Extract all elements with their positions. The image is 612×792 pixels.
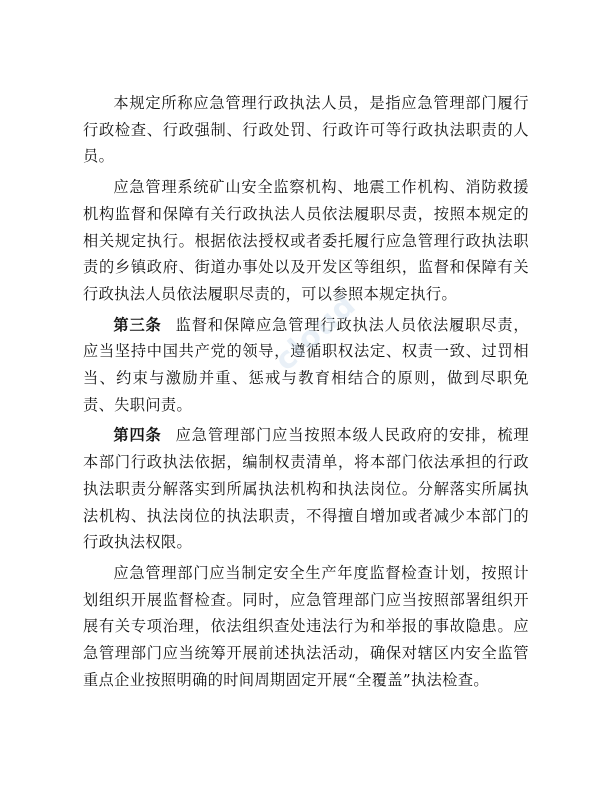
article-number: 第四条 bbox=[113, 426, 162, 445]
paragraph-text: 本规定所称应急管理行政执法人员，是指应急管理部门履行行政检查、行政强制、行政处罚、行政许可等行政执法职责的人员。 bbox=[83, 94, 529, 166]
article-4-paragraph bbox=[83, 422, 529, 556]
watermark-logo: cloud bbox=[268, 287, 364, 379]
paragraph-text: 应急管理部门应当制定安全生产年度监督检查计划，按照计划组织开展监督检查。同时，应急管理部门应当按照部署组织开展有关专项治理，依法组织查处违法行为和举报的事故隐患。应急管理部门应当统筹开展前述执法活动，确保对辖区内安全监管重点企业按照明确的时间周期固定开展“全覆盖”执法检查。 bbox=[83, 563, 529, 689]
document-body bbox=[83, 90, 529, 693]
paragraph-text: 应急管理部门应当按照本级人民政府的安排，梳理本部门行政执法依据，编制权责清单，将本部门依法承担的行政执法职责分解落实到所属执法机构和执法岗位。分解落实所属执法机构、执法岗位的执法职责，不得擅自增加或者减少本部门的行政执法权限。 bbox=[83, 426, 529, 552]
paragraph-text: 监督和保障应急管理行政执法人员依法履职尽责，应当坚持中国共产党的领导，遵循职权法定、权责一致、过罚相当、约束与激励并重、惩戒与教育相结合的原则，做到尽职免责、失职问责。 bbox=[83, 315, 529, 414]
article-3-paragraph bbox=[83, 312, 529, 419]
article-number: 第三条 bbox=[113, 315, 162, 334]
paragraph-2 bbox=[83, 174, 529, 308]
paragraph-text: 应急管理系统矿山安全监察机构、地震工作机构、消防救援机构监督和保障有关行政执法人员依法履职尽责，按照本规定的相关规定执行。根据依法授权或者委托履行应急管理行政执法职责的乡镇政府、街道办事处以及开发区等组织，监督和保障有关行政执法人员依法履职尽责的，可以参照本规定执行。 bbox=[83, 178, 529, 303]
paragraph-5 bbox=[83, 560, 529, 694]
paragraph-1 bbox=[83, 90, 529, 170]
